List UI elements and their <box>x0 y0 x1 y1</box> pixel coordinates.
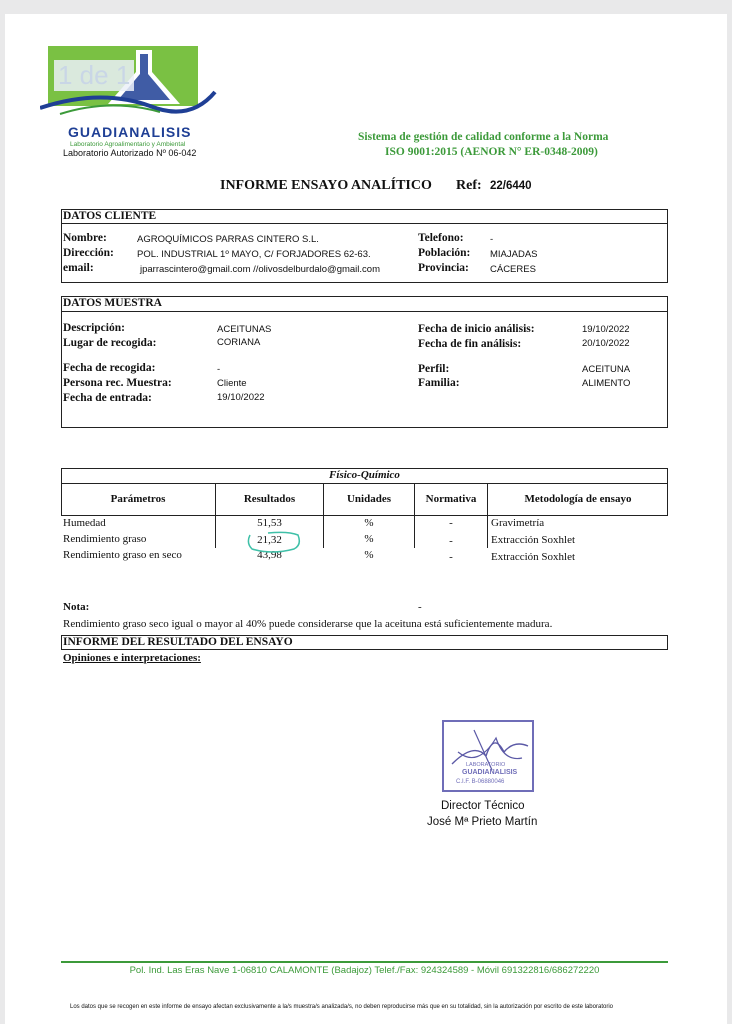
client-name: AGROQUÍMICOS PARRAS CINTERO S.L. <box>137 234 319 245</box>
result-header: INFORME DEL RESULTADO DEL ENSAYO <box>63 636 293 648</box>
sample-divider <box>61 311 668 312</box>
lab-brand: GUADIANALISIS <box>68 124 192 140</box>
client-province-label: Provincia: <box>418 262 469 274</box>
header-parametros: Parámetros <box>110 493 166 505</box>
sample-family: ALIMENTO <box>582 378 631 389</box>
stamp-line-2: GUADIANALISIS <box>462 769 518 776</box>
opinions-label: Opiniones e interpretaciones: <box>63 652 201 664</box>
row-unit: % <box>364 517 374 529</box>
footer-disclaimer: Los datos que se recogen en este informe de ensayo afectan exclusivamente a la/s muestra/s analizada/s, no deben reproducirse más que en su totalidad, sin la autorización por escrito de este laboratorio <box>70 1004 613 1010</box>
results-section-title: Físico-Químico <box>329 469 400 481</box>
row-param: Humedad <box>63 517 106 529</box>
sample-description: ACEITUNAS <box>217 324 272 335</box>
signature-stamp <box>442 720 534 792</box>
row-method: Extracción Soxhlet <box>491 534 576 546</box>
row-param: Rendimiento graso en seco <box>63 549 182 561</box>
sample-person: Cliente <box>217 378 247 389</box>
results-divider <box>61 483 668 484</box>
sample-profile-label: Perfil: <box>418 363 450 375</box>
row-norm: - <box>449 535 453 547</box>
sample-start: 19/10/2022 <box>582 324 630 335</box>
note-dash: - <box>418 601 422 613</box>
footer-address: Pol. Ind. Las Eras Nave 1-06810 CALAMONTE (Badajoz) Telef./Fax: 924324589 - Móvil 691322816/686272220 <box>129 965 600 976</box>
quality-line-1: Sistema de gestión de calidad conforme a la Norma <box>358 131 609 143</box>
client-address: POL. INDUSTRIAL 1º MAYO, C/ FORJADORES 62-63. <box>137 249 371 260</box>
client-email-label: email: <box>63 262 94 274</box>
row-norm: - <box>449 517 453 529</box>
sample-family-label: Familia: <box>418 377 460 389</box>
sample-profile: ACEITUNA <box>582 364 631 375</box>
report-ref-value: 22/6440 <box>490 180 532 192</box>
note-text: Rendimiento graso seco igual o mayor al 40% puede considerarse que la aceituna está suficientemente madura. <box>63 618 553 630</box>
sample-place: CORIANA <box>217 337 261 348</box>
sample-entry-date: 19/10/2022 <box>217 392 265 403</box>
stamp-line-1: LABORATORIO <box>466 762 506 768</box>
sample-person-label: Persona rec. Muestra: <box>63 377 172 389</box>
row-result: 43,98 <box>257 549 282 561</box>
report-title: INFORME ENSAYO ANALÍTICO <box>220 178 432 193</box>
sample-date-collected-label: Fecha de recogida: <box>63 362 156 374</box>
client-address-label: Dirección: <box>63 247 114 259</box>
header-resultados: Resultados <box>243 493 296 505</box>
page-indicator: 1 de 1 <box>54 60 134 91</box>
signer-name: José Mª Prieto Martín <box>427 816 538 828</box>
row-method: Gravimetría <box>491 517 545 529</box>
row-result: 21,32 <box>257 534 282 546</box>
footer-rule <box>61 961 668 963</box>
client-province: CÁCERES <box>490 264 536 275</box>
note-label: Nota: <box>63 601 90 613</box>
client-divider <box>61 223 668 224</box>
report-ref-label: Ref: <box>456 178 482 193</box>
client-city-label: Población: <box>418 247 471 259</box>
row-method: Extracción Soxhlet <box>491 551 576 563</box>
row-norm: - <box>449 551 453 563</box>
row-unit: % <box>364 549 374 561</box>
row-result: 51,53 <box>257 517 282 529</box>
sample-end-label: Fecha de fin análisis: <box>418 338 522 350</box>
sample-place-label: Lugar de recogida: <box>63 337 157 349</box>
client-header: DATOS CLIENTE <box>63 210 157 222</box>
lab-tagline: Laboratorio Agroalimentario y Ambiental <box>70 141 186 148</box>
client-name-label: Nombre: <box>63 232 107 244</box>
handwritten-circle-annotation <box>244 529 304 553</box>
quality-line-2: ISO 9001:2015 (AENOR N° ER-0348-2009) <box>385 146 598 158</box>
lab-authorized: Laboratorio Autorizado Nº 06-042 <box>63 148 197 158</box>
row-param: Rendimiento graso <box>63 533 147 545</box>
client-city: MIAJADAS <box>490 249 538 260</box>
sample-start-label: Fecha de inicio análisis: <box>418 323 535 335</box>
sample-header: DATOS MUESTRA <box>63 297 162 309</box>
sample-description-label: Descripción: <box>63 322 125 334</box>
row-unit: % <box>364 533 374 545</box>
sample-end: 20/10/2022 <box>582 338 630 349</box>
sample-entry-date-label: Fecha de entrada: <box>63 392 152 404</box>
stamp-line-3: C.I.F. B-06880046 <box>456 779 505 785</box>
header-metodologia: Metodología de ensayo <box>524 493 632 505</box>
client-email: jparrascintero@gmail.com //olivosdelburdalo@gmail.com <box>140 264 380 275</box>
signer-title: Director Técnico <box>441 800 525 812</box>
header-unidades: Unidades <box>346 493 392 505</box>
header-normativa: Normativa <box>425 493 477 505</box>
client-phone-label: Telefono: <box>418 232 464 244</box>
sample-date-collected: - <box>217 364 221 375</box>
client-phone: - <box>490 234 494 245</box>
